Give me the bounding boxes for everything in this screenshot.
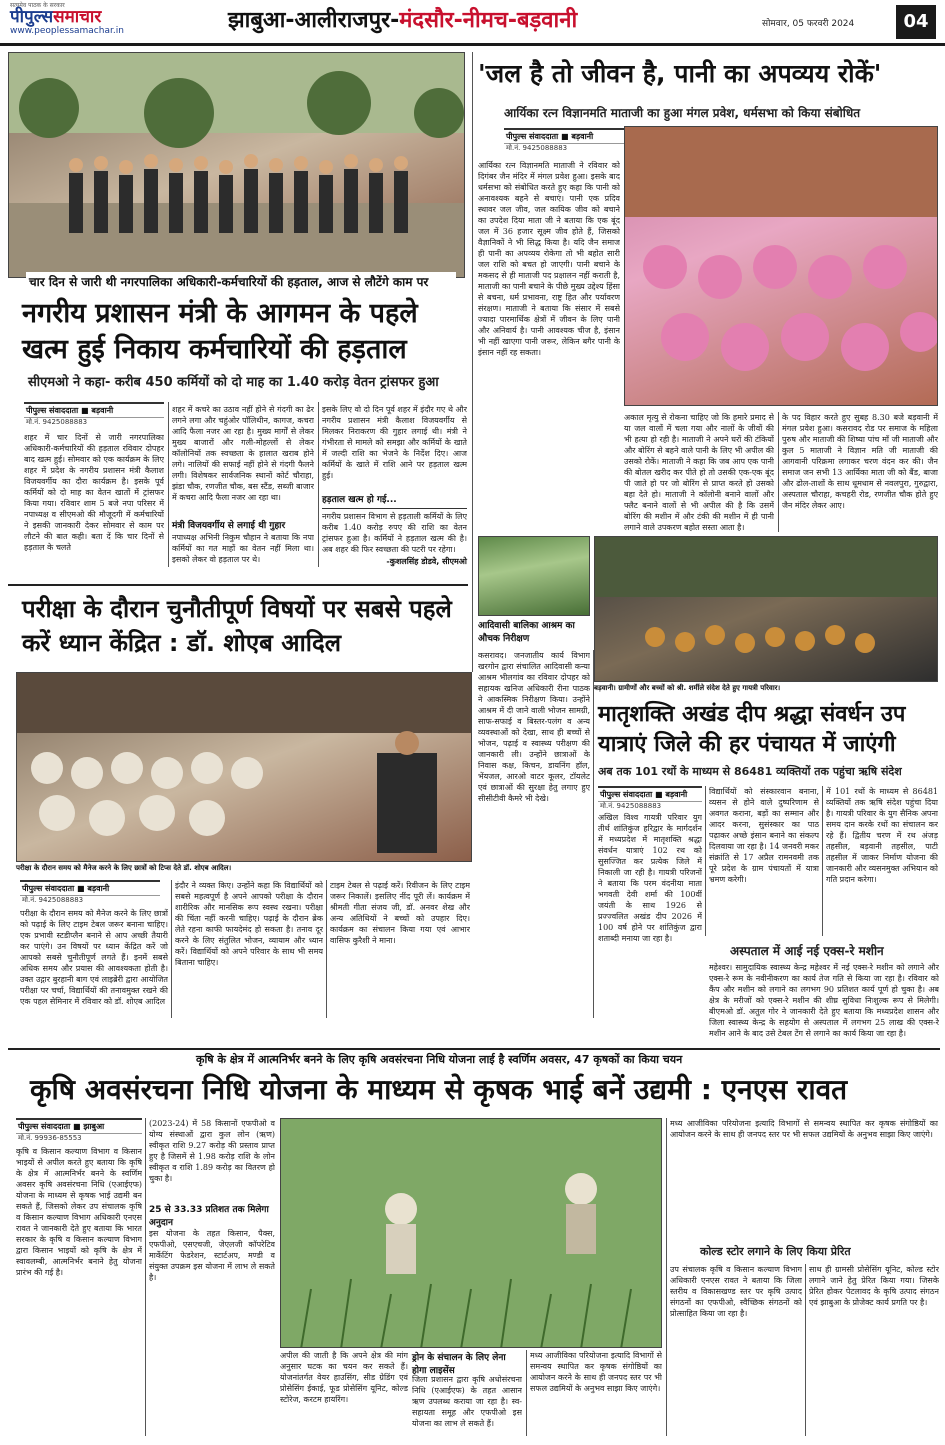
story7-kicker: कृषि के क्षेत्र में आत्मनिर्भर बनने के लिए कृषि अवसंरचना निधि योजना लाई है स्वर्णिम अवसर, 47 कृषकों का किया चयन	[196, 1053, 683, 1066]
story2-col1: आर्यिका रत्न विज्ञानमति माताजी ने रविवार को दिगंबर जैन मंदिर में मंगल प्रवेश हुआ। इसके बाद धर्मसभा को संबोधित करते हुए कहा कि पानी को अनावश्यक बहने से बचाएं। पानी एक प्रदिव स्थावर जल जीव, जल कायिक जीव को बचाने का उपदेश दिया माता जी ने बताया कि एक बूंद जल में 36 हजार सूक्ष्म जीव होते हैं, जिसको वैज्ञानिकों ने भी सिद्ध किया है। यदि जैन समाज ही पानी का अपव्यय रोकेगा तो भी बहोत सारी जल राशि को बचत हो जाएगी। पानी बचाने के मकसद से ही माताजी पद प्रक्षालन नहीं कराती है, माताजी का पानी बचाने के पीछे मुख्य उद्देश्य हिंसा से बचना, धर्म प्रभावना, राष्ट्र हित और पर्यावरण संरक्षण। माताजी ने बताया कि संसार में सबसे ज्यादा पारमार्थिक क्षेत्रों में जीवन के लिए पानी और अनिवार्य है। पानी आवश्यक चीज है, इंसान भी नहीं खाएगा पानी जरूर, लेकिन बगैर पानी के इंसान नहीं रह सकता।	[478, 161, 620, 357]
logo-part-a: पीपुल्स	[10, 7, 54, 27]
story7-col5: उप संचालक कृषि व किसान कल्याण विभाग अधिकारी एनएस रावत ने बताया कि जिला स्तरीय व विकासखण्ड स्तर पर कृषि उत्पाद संगठनों का एफपीओ, स्वैच्छिक संगठनों को प्रोत्साहित किया जा रहा है।	[670, 1265, 802, 1318]
column-divider	[171, 880, 172, 1018]
story7-mobile: मो.नं. 99936-85553	[18, 1134, 82, 1142]
paddy-illustration	[281, 1119, 662, 1348]
story7-col4: मध्य आजीविका परियोजना इत्यादि विभागों से समन्वय स्थापित कर कृषक संगोष्ठियों का आयोजन करने के साथ ही जनपद स्तर पर भी सफल उद्यमियों के अनुभव साझा किए जाएंगे।	[530, 1351, 662, 1393]
story7-photo-caption: ड्रोन के संचालन के लिए लेना होगा लाइसेंस	[412, 1353, 506, 1376]
story7-col3: जिला प्रशासन द्वारा कृषि अधोसंरचना निधि (एआईएफ) के तहत आसान ऋण उपलब्ध कराया जा रहा है। स्व-सहायता समूह और एफपीओ इस योजना का लाभ ले सकते हैं।	[412, 1375, 522, 1428]
logo-part-b: समाचार	[53, 7, 102, 27]
page-number: 04	[896, 5, 936, 39]
story7-photo-caption2: अपील की जाती है कि अपने क्षेत्र की मांग अनुसार घटक का चयन कर सकते हैं। योजनांतर्गत वेयर हाउसिंग, सीड ग्रेडिंग एवं प्रोसेसिंग ईकाई, फूड प्रोसेसिंग यूनिट, कोल्ड स्टोरेज, करटम हायरिंग।	[280, 1351, 408, 1404]
column-divider	[472, 52, 473, 672]
story2-subhead: आर्यिका रत्न विज्ञानमति माताजी का हुआ मंगल प्रवेश, धर्मसभा को किया संबोधित	[504, 106, 861, 120]
seminar-photo-caption: परीक्षा के दौरान समय को मैनेज करने के लिए छात्रों को टिप्स देते डॉ. शोएब आदिल।	[16, 864, 472, 873]
story6-byline: पीपुल्स संवाददाता ■ बड़वानी	[20, 880, 160, 896]
story2-byline-box	[504, 128, 644, 153]
edition-a: झाबुआ-आलीराजपुर-	[228, 8, 400, 33]
story7-col6: साथ ही ग्रामसी प्रोसेसिंग यूनिट, कोल्ड स्टोर लगाने जाने हेतु प्रेरित किया गया। जिसके प्रेरित होकर पेटलावद के कृषि उत्पाद संगठन एवं झाबुआ के प्रोजेक्ट कार्य प्रगति पर है।	[809, 1265, 939, 1307]
story4-col2: विद्यार्थियों को संस्कारवान बनाना, व्यसन से होने वाले दुष्परिणाम से अवगत कराना, बड़ों का सम्मान और आदर करना, सुसंस्कार का पाठ पढ़ाकर अच्छे इंसान बनाने का संकल्प दिलवाया जा रहा है। 14 जनवरी मकर संक्रांति से 17 अप्रैल रामनवमी तक पूरे प्रदेश के ग्राम पंचायतों में यात्रा भ्रमण करेगी।	[709, 787, 819, 884]
story1-col1: शहर में चार दिनों से जारी नगरपालिका अधिकारी-कर्मचारियों की हड़ताल रविवार दोपहर बाद खत्म हुई। सोमवार को एक कार्यक्रम के लिए शहर में प्रदेश के नगरीय प्रशासन मंत्री कैलाश विजयवर्गीय का दौरा कार्यक्रम है। इसके पूर्व कर्मियों को दो माह का वेतन खातों में ट्रांसफर किया गया। रविवार शाम 5 बजे नपा परिसर में नपाध्यक्ष व सीएमओ की मौजूदगी में कर्मचारियों ने इसकी जानकारी देकर सोमवार से काम पर लौटने की बात कही। बता दें कि चार दिनों से हड़ताल के चलते	[24, 433, 164, 552]
story2-col3: के पद विहार करते हुए सुबह 8.30 बजे बड़वानी में मंगल प्रवेश हुआ। कसरावद रोड पर समाज के महिला पुरुष और माताजी की शिष्या पांच माँ जी माताजी और कुल 5 माताजी ने विज्ञान मति जी माताजी की आगवानी परिक्रमा लगाकर चरण वंदन कर की। जैन समाज जन सभी 13 आर्यिका माता जी को बैंड, बाजा और ढोल-ताशों के साथ धूमधाम से नवलपुरा, गुरुद्वारा, अस्पताल चौराहा, कचहरी रोड, रणजीत चौक होते हुए जैन मंदिर लेकर आए।	[782, 413, 938, 510]
story1-subhead: सीएमओ ने कहा- करीब 450 कर्मियों को दो माह का 1.40 करोड़ वेतन ट्रांसफर हुआ	[28, 375, 439, 390]
story1-mobile: मो.नं. 9425088883	[26, 418, 88, 426]
story4-headline: मातृशक्ति अखंड दीप श्रद्धा संवर्धन उप यात्राएं जिले की हर पंचायत में जाएंगी	[598, 702, 906, 757]
story7-col2b: इस योजना के तहत किसान, पैक्स, एफपीओ, एसएचजी, जेएलजी कॉपरेटिव मार्केटिंग फेडरेशन, स्टार्टअप, मण्डी व संयुक्त उपक्रम इस योजना में लाभ ले सकते है।	[149, 1229, 275, 1282]
story2-byline: पीपुल्स संवाददाता ■ बड़वानी	[504, 128, 644, 144]
story1-col2-heading: मंत्री विजयवर्गीय से लगाई थी गुहार	[172, 521, 286, 531]
logo	[10, 4, 101, 27]
story2-headline: 'जल है तो जीवन है, पानी का अपव्यय रोकें'	[478, 59, 882, 88]
masthead	[0, 0, 945, 46]
story5-headline: अस्पताल में आई नई एक्स-रे मशीन	[730, 944, 884, 958]
story1-col3-heading: हड़ताल खत्म हो गई...	[322, 495, 397, 505]
column-divider	[822, 786, 823, 936]
story1-headline: नगरीय प्रशासन मंत्री के आगमन के पहले खत्म हुई निकाय कर्मचारियों की हड़ताल	[22, 298, 418, 365]
story7-col2: (2023-24) में 58 किसानों एफपीओ व योग्य संस्थाओं द्वारा कुल लोन (ऋण) स्वीकृत राशि 9.27 करोड़ की प्रस्ताव प्राप्त हुए है जिसमें से 1.98 करोड़ राशि के लोन स्वीकृत व राशि 1.89 करोड़ का वितरण हो चुका है।	[149, 1119, 275, 1183]
column-divider	[705, 786, 706, 936]
story7-col4-top: मध्य आजीविका परियोजना इत्यादि विभागों से समन्वय स्थापित कर कृषक संगोष्ठियों का आयोजन करने के साथ ही जनपद स्तर पर भी सफल उद्यमियों के अनुभव साझा किए जाएंगे।	[670, 1119, 938, 1139]
story7-col5-heading: कोल्ड स्टोर लगाने के लिए किया प्रेरित	[700, 1245, 851, 1258]
gayatri-gathering-photo	[594, 536, 938, 682]
gathering-illustration	[595, 537, 938, 682]
story1-kicker: चार दिन से जारी थी नगरपालिका अधिकारी-कर्मचारियों की हड़ताल, आज से लौटेंगे काम पर	[26, 272, 456, 291]
story2-mobile: मो.नं. 9425088883	[506, 144, 568, 152]
story4-byline-box	[598, 786, 702, 811]
column-divider	[318, 402, 319, 567]
sabha-photo	[624, 126, 938, 406]
seminar-illustration	[17, 673, 472, 862]
column-divider	[526, 1350, 527, 1436]
column-divider	[666, 1118, 667, 1436]
gathering-photo-caption: बड़वानी। ग्रामीणों और बच्चों को श्री. शर्मीले संदेश देते हुए गायत्री परिवार।	[594, 684, 938, 693]
date: सोमवार, 05 फरवरी 2024	[762, 19, 855, 29]
story4-col1: अखिल विश्व गायत्री परिवार युग तीर्थ शांतिकुंज हरिद्वार के मार्गदर्शन में मध्यप्रदेश में मातृशक्ति श्रद्धा संवर्धन यात्राएं 102 रथ को सुसज्जित कर प्रत्येक जिले में निकाली जा रही है। गायत्री परिजनों ने बताया कि परम वंदनीया माता भगवती देवी शर्मा की 100वीं जयंती के साथ 1926 से प्रज्ज्वलित अखंड दीप 2026 में 100 वर्ष होने पर शांतिकुंज द्वारा शताब्दी मनाया जा रहा है।	[598, 813, 702, 943]
story5-col: महेश्वर। सामुदायिक स्वास्थ्य केन्द्र महेश्वर में नई एक्स-रे मशीन को लगाने और एक्स-रे रूम के नवीनीकरण का कार्य तेज गति से किया जा रहा है। रविवार को कैंप और मशीन को लगाने का लगभग 90 प्रतिशत कार्य पूर्ण हो चुका है। अब क्षेत्र के मरीजों को एक्स-रे मशीन की शीघ्र सुविधा निःशुल्क रूप से मिलेगी। बीएमओ डॉ. अतुल गोर ने जानकारी देते हुए बताया कि मध्यप्रदेश शासन और जिला स्वास्थ्य केन्द्र के सहयोग से अस्पताल में लगभग 25 लाख की एक्स-रे मशीन आने के बाद उसे टेबल टेंग से लगाने का कार्य किया जा रहा है।	[709, 963, 939, 1038]
story7-col2-heading: 25 से 33.33 प्रतिशत तक मिलेगा अनुदान	[149, 1205, 269, 1228]
column-divider	[168, 402, 169, 567]
story6-col1: परीक्षा के दौरान समय को मैनेज करने के लिए छात्रों को पढ़ाई के लिए टाइम टेबल जरूर बनाना चाहिए। एक प्रभावी स्टडीप्लैन बनाने से आप अच्छी तैयारी कर पाएंगे। उन विषयों पर ध्यान केंद्रित करें जो आपको सबसे चुनौतीपूर्ण लगते हैं। इनमें सबसे अधिक समय और प्रयास की आवश्यकता होती है। उक्त उद्गार बुरहानी बाग एवं लाइब्रेरी द्वारा आयोजित परीक्षा पर चर्चा, विद्यार्थियों की तनावमुक्त रखने की एक पहल सेमिनार में रविवार को डॉ. शोएब आदिल	[20, 909, 168, 1006]
story4-subhead: अब तक 101 रथों के माध्यम से 86481 व्यक्तियों तक पहुंचा ऋषि संदेश	[598, 765, 902, 778]
story6-mobile: मो.नं. 9425088883	[22, 896, 84, 904]
ashram-photo-title: आदिवासी बालिका आश्रम का औचक निरीक्षण	[478, 618, 590, 644]
tagline: सत्यमेव पाठक के सरकार	[10, 2, 65, 9]
edition-title	[228, 4, 577, 34]
column-divider	[326, 880, 327, 1018]
sabha-photo-illustration	[625, 127, 938, 406]
website-link[interactable]: www.peoplessamachar.in	[10, 26, 124, 36]
story1-col3: इसके लिए वो दो दिन पूर्व शहर में इंदौर गए थे और नगरीय प्रशासन मंत्री कैलाश विजयवर्गीय से मिलकर निराकरण की गुहार लगाई थी। मंत्री ने गंभीरता से मामले को समझा और कर्मियों के खाते में जल्दी राशि का भेजने के निर्देश दिए। आज कर्मियों के खाते में राशि आने पर हड़ताल खत्म हुई।	[322, 405, 467, 480]
story1-col2b: नपाध्यक्ष अभिनी निकुम चौहान ने बताया कि नपा कर्मियों का गत माहों का वेतन नहीं मिला था। इसको लेकर वो हड़ताल पर थे।	[172, 533, 314, 564]
story7-headline: कृषि अवसंरचना निधि योजना के माध्यम से कृषक भाई बनें उद्यमी : एनएस रावत	[30, 1073, 848, 1106]
group-photo-protest	[8, 52, 465, 278]
paddy-field-photo	[280, 1118, 662, 1348]
story1-byline-box	[24, 402, 164, 427]
story1-pullquote-signature: -कुशलसिंह डोडवे, सीएमओ	[386, 557, 467, 566]
seminar-photo	[16, 672, 472, 862]
column-divider	[593, 650, 594, 1018]
story6-col3: टाइम टेबल से पढ़ाई करें। रिवीजन के लिए टाइम जरूर निकालें। इसलिए नींद पूरी लें। कार्यक्रम में श्रीमती गीता संजय जी, डॉ. अनवर शेख और अन्य अतिथियों ने बच्चों को उपहार दिए। कार्यक्रम का संचालन किया गया एवं आभार वासिफ कुरैशी ने माना।	[330, 881, 470, 945]
ashram-photo	[478, 536, 590, 616]
story1-byline: पीपुल्स संवाददाता ■ बड़वानी	[24, 402, 164, 418]
story4-col3: में 101 रथों के माध्यम से 86481 व्यक्तियों तक ऋषि संदेश पहुंचा दिया है। गायत्री परिवार के युग सैनिक अपना समय दान करके रथों का संचालन कर रहे हैं। द्वितीय चरण में रथ अंजड़ तहसील, बड़वानी तहसील, पाटी तहसील में जाकर निर्माण योजना की जानकारी और व्यसनमुक्त अभियान को गति प्रदान करेगा।	[826, 787, 938, 884]
story6-byline-box	[20, 880, 160, 905]
story2-col2: अकाल मृत्यु से रोकना चाहिए जो कि हमारे प्रमाद से या जल वालों में चला गया और नालों के जीवों की भी हत्या हो रही है। माताजी ने अपने घरों की टंकियों और बोरिंग से बहने वाले पानी के लिए भी अपील की उसको रोकें। माताजी ने कहा कि जब आप एक पानी की बोतल खरीद कर पीते हो तो उसकी एक-एक बूंद पी जाते हो पर जो बोरिंग से प्राप्त करते हो उसको बहा देते हो। माताजी ने कॉलोनी बनाने वालों और फ्लैट बनाने वालों से भी अपील की है कि उसमें बोरिंग की मशीन में और टंकी की मशीन में ही पानी लगाने वाले उपकरण बहोत सस्ता आता है।	[624, 413, 774, 532]
section-rule	[8, 1048, 940, 1050]
section-rule	[8, 584, 468, 586]
story4-mobile: मो.नं. 9425088883	[600, 802, 662, 810]
story6-headline: परीक्षा के दौरान चुनौतीपूर्ण विषयों पर सबसे पहले करें ध्यान केंद्रित : डॉ. शोएब आदिल	[22, 595, 452, 657]
story1-col2: शहर में कचरे का उठाव नहीं होने से गंदगी का ढेर लगने लगा और चहुंओर पॉलिथीन, कागज, कचरा आदि फैला नजर आ रहा है। मुख्य मार्गों से लेकर मुख्य बाजारों और गली-मोहल्लों से लेकर कॉलोनियों तक स्वच्छता के हालात खराब होने लगे। नालियों की सफाई नहीं होने से गंदगी फैलने लगी। विशेषकर सार्वजनिक स्थानों कोर्ट चौराहा, झंडा चौक, रणजीत चौक, बस स्टैंड, सब्जी बाजार में कचरा आदि फैला नजर आ रहा था।	[172, 405, 314, 502]
story4-byline: पीपुल्स संवाददाता ■ बड़वानी	[598, 786, 702, 802]
column-divider	[145, 1118, 146, 1436]
story7-col1: कृषि व किसान कल्याण विभाग व किसान भाइयों से अपील करते हुए बताया कि कृषि के क्षेत्र में आत्मनिर्भर बनने के स्वर्णिम अवसर कृषि अवसंरचना निधि (एआईएफ) योजना के माध्यम से कृषक भाई उद्यमी बन सकते हैं, जिसको लेकर उप संचालक कृषि व किसान कल्याण विभाग अधिकारी एनएस रावत ने जानकारी देते हुए बताया कि भारत सरकार के कृषि व किसान कल्याण विभाग द्वारा किसान भाइयों को कृषि के क्षेत्र में स्वावलम्बी, आत्मनिर्भर बनाने हेतु योजना प्रारंभ की गई है।	[16, 1147, 142, 1277]
story7-byline-box	[16, 1118, 142, 1143]
story7-byline: पीपुल्स संवाददाता ■ झाबुआ	[16, 1118, 142, 1134]
edition-b: मंदसौर-नीमच-बड़वानी	[399, 8, 578, 33]
story6-col2: इंदौर ने व्यक्त किए। उन्होंने कहा कि विद्यार्थियों को सबसे महत्वपूर्ण है अपने आपको परीक्षा के दौरान शारीरिक और मानसिक रूप स्वस्थ रखना। परीक्षा की चिंता नहीं करनी चाहिए। पढ़ाई के दौरान ब्रेक लेते रहना काफी फायदेमंद हो सकता है। तनाव दूर करने के लिए संतुलित भोजन, व्यायाम और ध्यान करें। विद्यार्थियों को अपने परिवार के साथ भी समय बिताना चाहिए।	[175, 881, 323, 967]
story1-pullquote: नगरीय प्रशासन विभाग से हड़ताली कर्मियों के लिए करीब 1.40 करोड़ रुपए की राशि का वेतन ट्रांसफर हुआ है। कर्मियों ने हड़ताल खत्म की है। अब शहर की फिर स्वच्छता की पटरी पर रहेगा।	[322, 508, 467, 554]
column-divider	[805, 1264, 806, 1436]
story3-col: कसरावद। जनजातीय कार्य विभाग खरगोन द्वारा संचालित आदिवासी कन्या आश्रम भीलगांव का रविवार दोपहर को सहायक खनिज अधिकारी रीना पाठक ने आकस्मिक निरीक्षण किया। उन्होंने आश्रम में दी जाने वाली भोजन सामग्री, साफ-सफाई व बिस्तर-पलंग व अन्य व्यवस्थाओं को देखा, साथ ही बच्चों से भोजन, पढ़ाई व स्वास्थ्य परीक्षण की जानकारी ली। उन्होंने छात्राओं के निवास कक्ष, किचन, डायनिंग हॉल, भेंयजल, आरओ वाटर कूलर, टॉयलेट एवं छात्राओं की सुरक्षा हेतु लगाए हुए सीसीटीवी कैमरे भी देखे।	[478, 651, 590, 803]
group-photo-illustration	[9, 53, 465, 278]
column-divider	[778, 412, 779, 532]
